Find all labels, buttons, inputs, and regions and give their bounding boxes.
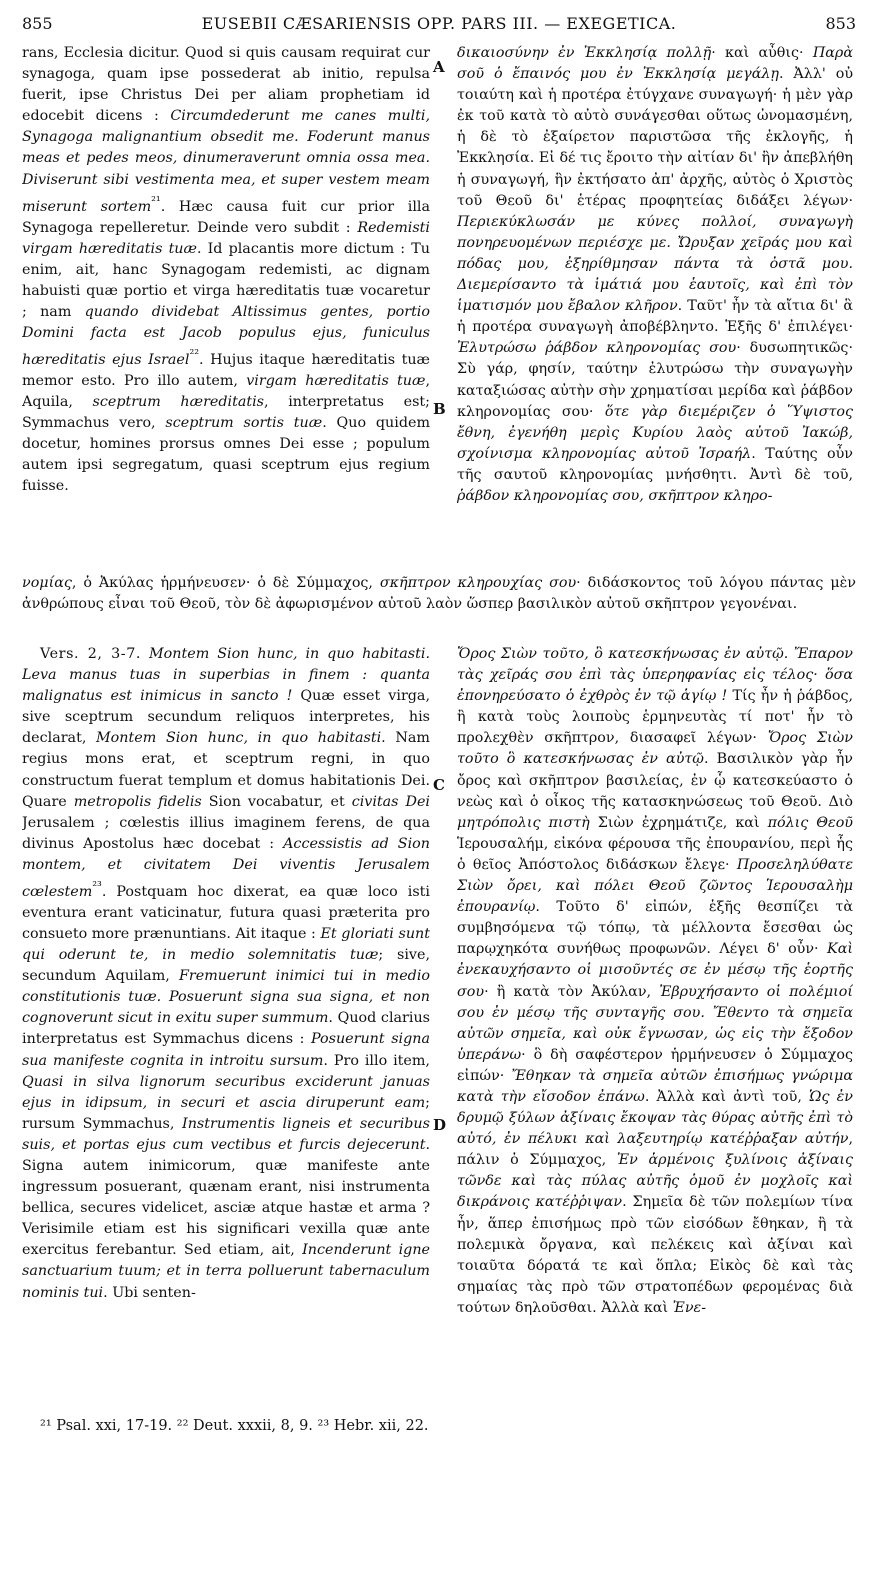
greek-paragraph-top: δικαιοσύνην ἐν Ἐκκλησίᾳ πολλῇ· καὶ αὖθις· Παρὰ σοῦ ὁ ἔπαινός μου ἐν Ἐκκλησίᾳ μεγάλῃ. Ἀλλ' οὐ τοιαύτη καὶ ἡ προτέρα ἐτύγχανε συναγωγή· ἡ μὲν γὰρ ἐκ τοῦ κατὰ τὸ αὐτὸ συνάγεσθαι οὕτως ὠνομασμένη, ἡ δὲ τὸ ἐξαίρετον παριστῶσα τῆς ἐκλογῆς, ἡ Ἐκκλησία. Εἰ δέ τις ἔροιτο τὴν αἰτίαν δι' ἣν ἀπεβλήθη ἡ συναγωγή, ἣν ἐκτήσατο ἀπ' ἀρχῆς, αὐτὸς ὁ Χριστὸς τοῦ Θεοῦ δι' ἑτέρας προφητείας διδάξει λέγων· Περιεκύκλωσάν με κύνες πολλοί, συναγωγὴ πονηρευομένων περιέσχε με. Ὤρυξαν χεῖράς μου καὶ πόδας μου, ἐξηρίθμησαν πάντα τὰ ὀστᾶ μου. Διεμερίσαντο τὰ ἱμάτιά μου ἑαυτοῖς, καὶ ἐπὶ τὸν ἱματισμόν μου ἔβαλον κλῆρον. Ταῦτ' ἦν τὰ αἴτια δι' ἃ ἡ προτέρα συναγωγὴ ἀποβέβληντο. Ἑξῆς δ' ἐπιλέγει· Ἐλυτρώσω ῥάβδον κληρονομίας σου· δυσωπητικῶς· Σὺ γάρ, φησίν, ταύτην ἐλυτρώσω τὴν συναγωγὴν καταξιώσας αὐτὴν σὴν χρηματίσαι μερίδα καὶ ῥάβδον κληρονομίας σου· ὅτε γὰρ διεμέριζεν ὁ Ὕψιστος ἔθνη, ἐγενήθη μερὶς Κυρίου λαὸς αὐτοῦ Ἰακώβ, σχοίνισμα κληρονομίας αὐτοῦ Ἰσραήλ. Ταύτης οὖν τῆς σαυτοῦ κληρονομίας μνήσθητι. Ἀντὶ δὲ τοῦ, ῥάβδον κληρονομίας σου, σκῆπτρον κληρο-: [457, 45, 853, 504]
latin-paragraph-top: rans, Ecclesia dicitur. Quod si quis causam requirat cur synagoga, quam ipse possederat ab initio, repulsa fuerit, ipse Christus Dei per aliam prophetiam id edocebit dicens : Circumdederunt me canes multi, Synagoga malignantium obsedit me. Foderunt manus meas et pedes meos, dinumeraverunt omnia ossa mea. Diviserunt sibi vestimenta mea, et super vestem meam miserunt sortem$^{^{21}}$. Hæc causa fuit cur prior illa Synagoga repelleretur. Deinde vero subdit : Redemisti virgam hæreditatis tuæ. Id placantis more dictum : Tu enim, ait, hanc Synagogam redemisti, ac dignam habuisti quæ portio et virga hæreditatis tuæ vocaretur ; nam quando dividebat Altissimus gentes, portio Domini facta est Jacob populus ejus, funiculus hæreditatis ejus Israel$^{^{22}}$. Hujus itaque hæreditatis tuæ memor esto. Pro illo autem, virgam hæreditatis tuæ, Aquila, sceptrum hæreditatis, interpretatus est; Symmachus vero, sceptrum sortis tuæ. Quo quidem docetur, homines prorsus omnes Dei esse ; populum autem ipsi segregatum, quasi sceptrum ejus regium fuisse.: [22, 45, 430, 495]
greek-paragraph-bottom: Ὄρος Σιὼν τοῦτο, ὃ κατεσκήνωσας ἐν αὐτῷ. Ἔπαρον τὰς χεῖράς σου ἐπὶ τὰς ὑπερηφανίας εἰς τέλος· ὅσα ἐπονηρεύσατο ὁ ἐχθρὸς ἐν τῷ ἁγίῳ ! Τίς ἦν ἡ ῥάβδος, ἢ κατὰ τοὺς λοιποὺς ἑρμηνευτὰς τί ποτ' ἦν τὸ προλεχθὲν σκῆπτρον, διασαφεῖ λέγων· Ὄρος Σιὼν τοῦτο ὃ κατεσκήνωσας ἐν αὐτῷ. Βασιλικὸν γὰρ ἦν ὄρος καὶ σκῆπτρον βασιλείας, ἐν ᾧ κατεσκεύαστο ὁ νεὼς καὶ ὁ οἶκος τῆς κατασκηνώσεως τοῦ Θεοῦ. Διὸ μητρόπολις πιστὴ Σιὼν ἐχρημάτιζε, καὶ πόλις Θεοῦ Ἱερουσαλήμ, εἰκόνα φέρουσα τῆς ἐπουρανίου, περὶ ἧς ὁ θεῖος Ἀπόστολος διδάσκων ἔλεγε· Προσεληλύθατε Σιὼν ὄρει, καὶ πόλει Θεοῦ ζῶντος Ἱερουσαλὴμ ἐπουρανίῳ. Τοῦτο δ' εἰπών, ἑξῆς θεσπίζει τὰ συμβησόμενα τῷ τόπῳ, τὰ μέλλοντα ἔσεσθαι ὡς παρῳχηκότα συνήθως προφωνῶν. Λέγει δ' οὖν· Καὶ ἐνεκαυχήσαντο οἱ μισοῦντές σε ἐν μέσῳ τῆς ἑορτῆς σου· ἢ κατὰ τὸν Ἀκύλαν, Ἐβρυχήσαντο οἱ πολέμιοί σου ἐν μέσῳ τῆς συνταγῆς σου. Ἔθεντο τὰ σημεῖα αὐτῶν σημεῖα, καὶ οὐκ ἔγνωσαν, ὡς εἰς τὴν ἔξοδον ὑπεράνω· ὃ δὴ σαφέστερον ἡρμήνευσεν ὁ Σύμμαχος εἰπών· Ἔθηκαν τὰ σημεῖα αὐτῶν ἐπισήμως γνώριμα κατὰ τὴν εἴσοδον ἐπάνω. Ἀλλὰ καὶ ἀντὶ τοῦ, Ὡς ἐν δρυμῷ ξύλων ἀξίναις ἔκοψαν τὰς θύρας αὐτῆς ἐπὶ τὸ αὐτό, ἐν πέλυκι καὶ λαξευτηρίῳ κατέῤῥαξαν αὐτήν, πάλιν ὁ Σύμμαχος, Ἐν ἁρμένοις ξυλίνοις ἀξίναις τῶνδε καὶ τὰς πύλας αὐτῆς ὁμοῦ ἐν μοχλοῖς καὶ δικράνοις κατέῤῥιψαν. Σημεῖα δὲ τῶν πολεμίων τίνα ἦν, ἅπερ ἐπισήμως πρὸ τῶν εἰσόδων ἔθηκαν, ἢ τὰ πολεμικὰ ὄργανα, καὶ πελέκεις καὶ ἀξίναι καὶ τοιαῦτα δόρατά τε καὶ ὅπλα; Εἰκὸς δὲ καὶ τὰς σημαίας τὰς πρὸ τῶν στρατοπέδων φερομένας διὰ τούτων δηλοῦσθαι. Ἀλλὰ καὶ Ἐνε-: [457, 646, 853, 1316]
column-marker-b: B: [433, 400, 446, 418]
column-marker-d: D: [433, 1116, 447, 1134]
running-header: [22, 14, 856, 36]
latin-column-bottom: [22, 644, 430, 1384]
greek-full-width-continuation: νομίας, ὁ Ἀκύλας ἡρμήνευσεν· ὁ δὲ Σύμμαχος, σκῆπτρον κληρουχίας σου· διδάσκοντος τοῦ λόγου πάντας μὲν ἀνθρώπους εἶναι τοῦ Θεοῦ, τὸν δὲ ἀφωρισμένον αὐτοῦ λαὸν ὥσπερ βασιλικὸν αὐτοῦ σκῆπτρον γεγονέναι.: [22, 575, 856, 612]
column-marker-a: A: [433, 58, 445, 76]
column-marker-c: C: [433, 776, 445, 794]
verse-reference: Vers. 2, 3-7.: [40, 646, 142, 662]
page-number-right: 853: [825, 14, 856, 33]
footnotes: ²¹ Psal. xxi, 17-19. ²² Deut. xxxii, 8, 9. ²³ Hebr. xii, 22.: [40, 1418, 429, 1434]
running-title: EUSEBII CÆSARIENSIS OPP. PARS III. — EXEGETICA.: [201, 14, 677, 33]
page-number-left: 855: [22, 14, 53, 33]
latin-column-top: [22, 43, 430, 577]
latin-paragraph-bottom: Vers. 2, 3-7. Montem Sion hunc, in quo habitasti. Leva manus tuas in superbias in finem : quanta malignatus est inimicus in sancto ! Quæ esset virga, sive sceptrum secundum reliquos interpretes, his declarat, Montem Sion hunc, in quo habitasti. Nam regius mons erat, et sceptrum regni, in quo constructum fuerat templum et domus habitationis Dei. Quare metropolis fidelis Sion vocabatur, et civitas Dei Jerusalem ; cœlestis illius imaginem ferens, de qua divinus Apostolus hæc docebat : Accessistis ad Sion montem, et civitatem Dei viventis Jerusalem cœlestem$^{^{23}}$. Postquam hoc dixerat, ea quæ loco isti eventura erant vaticinatur, futura quasi præterita pro consueto more prænuntians. Ait itaque : Et gloriati sunt qui oderunt te, in medio solemnitatis tuæ; sive, secundum Aquilam, Fremuerunt inimici tui in medio constitutionis tuæ. Posuerunt signa sua signa, et non cognoverunt sicut in exitu super summum. Quod clarius interpretatus est Symmachus dicens : Posuerunt signa sua manifeste cognita in introitu sursum. Pro illo item, Quasi in silva lignorum securibus exciderunt januas ejus in idipsum, in securi et ascia diruperunt eam; rursum Symmachus, Instrumentis ligneis et securibus suis, et portas ejus cum vectibus et furcis dejecerunt. Signa autem inimicorum, quæ manifeste ante ingressum posuerant, quænam erant, nisi instrumenta bellica, secures videlicet, asciæ atque hastæ et arma ? Verisimile etiam est his significari vexilla quæ ante exercitus ferebantur. Sed etiam, ait, Incenderunt igne sanctuarium tuum; et in terra polluerunt tabernaculum nominis tui. Ubi senten-: [22, 646, 430, 1301]
greek-column-bottom: [457, 644, 853, 1384]
greek-column-top: [457, 43, 853, 577]
